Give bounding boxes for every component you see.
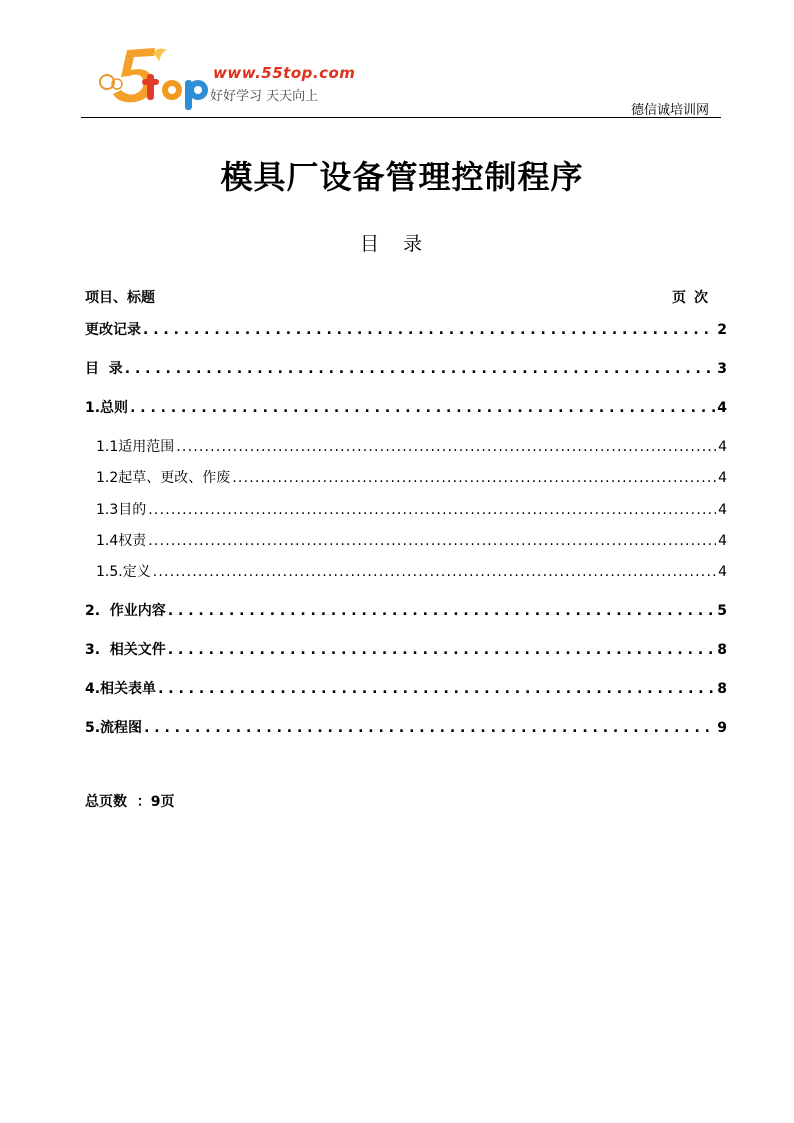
- toc-entry[interactable]: [96, 500, 727, 520]
- toc-entry-title: 1.1适用范围: [96, 439, 175, 455]
- toc-entry[interactable]: [85, 679, 727, 699]
- toc-entry-page: 8: [717, 642, 727, 658]
- toc-entry-page: 4: [718, 564, 727, 580]
- toc-entry-title: 1.5.定义: [96, 564, 151, 580]
- toc-leader: [232, 468, 716, 488]
- toc-column-item: 项目、标题: [85, 290, 155, 306]
- toc-entry[interactable]: [85, 359, 727, 379]
- toc-heading: 目录: [359, 233, 446, 255]
- toc-entry-title: 目 录: [85, 361, 123, 377]
- toc-entry-title: 1.总则: [85, 400, 129, 416]
- header-divider: [81, 117, 721, 118]
- document-title: 模具厂设备管理控制程序: [220, 158, 584, 196]
- toc-entry-page: 4: [717, 400, 727, 416]
- logo-slogan: 好好学习 天天向上: [210, 89, 319, 104]
- toc-entry-page: 4: [718, 533, 727, 549]
- toc-entry[interactable]: [85, 601, 727, 621]
- toc-entry-page: 8: [717, 681, 727, 697]
- toc-entry-title: 2. 作业内容: [85, 603, 166, 619]
- toc-entry[interactable]: [85, 398, 727, 418]
- toc-entry-page: 4: [718, 502, 727, 518]
- toc-entry[interactable]: [96, 468, 727, 488]
- toc-column-page: 页次: [672, 290, 716, 306]
- toc-entry-title: 5.流程图: [85, 720, 143, 736]
- toc-leader: [153, 562, 716, 582]
- site-logo: [97, 44, 359, 110]
- site-name: 德信诚培训网: [630, 103, 709, 118]
- toc-entry-title: 1.3目的: [96, 502, 147, 518]
- logo-url-text: www.55top.com: [213, 64, 356, 82]
- toc-leader: [168, 601, 715, 621]
- toc-leader: [148, 531, 716, 551]
- toc-entry-page: 4: [718, 439, 727, 455]
- toc-entry[interactable]: [85, 718, 727, 738]
- total-pages: 总页数 ：9页: [85, 794, 175, 810]
- toc-entry-page: 2: [717, 322, 727, 338]
- toc-leader: [144, 718, 715, 738]
- toc-entry-page: 4: [718, 470, 727, 486]
- toc-entry-title: 更改记录: [85, 322, 141, 338]
- toc-leader: [168, 640, 715, 660]
- toc-entry-title: 4.相关表单: [85, 681, 157, 697]
- toc-entry-title: 1.4权责: [96, 533, 147, 549]
- toc-entry-page: 5: [717, 603, 727, 619]
- toc-entry-title: 3. 相关文件: [85, 642, 166, 658]
- toc-entry-page: 9: [717, 720, 727, 736]
- toc-entry[interactable]: [85, 320, 727, 340]
- toc-leader: [148, 500, 716, 520]
- toc-entry[interactable]: [96, 531, 727, 551]
- toc-leader: [158, 679, 715, 699]
- toc-entry-title: 1.2起草、更改、作废: [96, 470, 231, 486]
- toc-leader: [176, 437, 716, 457]
- toc-entry[interactable]: [85, 640, 727, 660]
- toc-leader: [125, 359, 716, 379]
- toc-entry[interactable]: [96, 437, 727, 457]
- toc-leader: [143, 320, 715, 340]
- toc-entry[interactable]: [96, 562, 727, 582]
- toc-entry-page: 3: [717, 361, 727, 377]
- 55top-logo-icon: [97, 44, 215, 110]
- toc-leader: [130, 398, 715, 418]
